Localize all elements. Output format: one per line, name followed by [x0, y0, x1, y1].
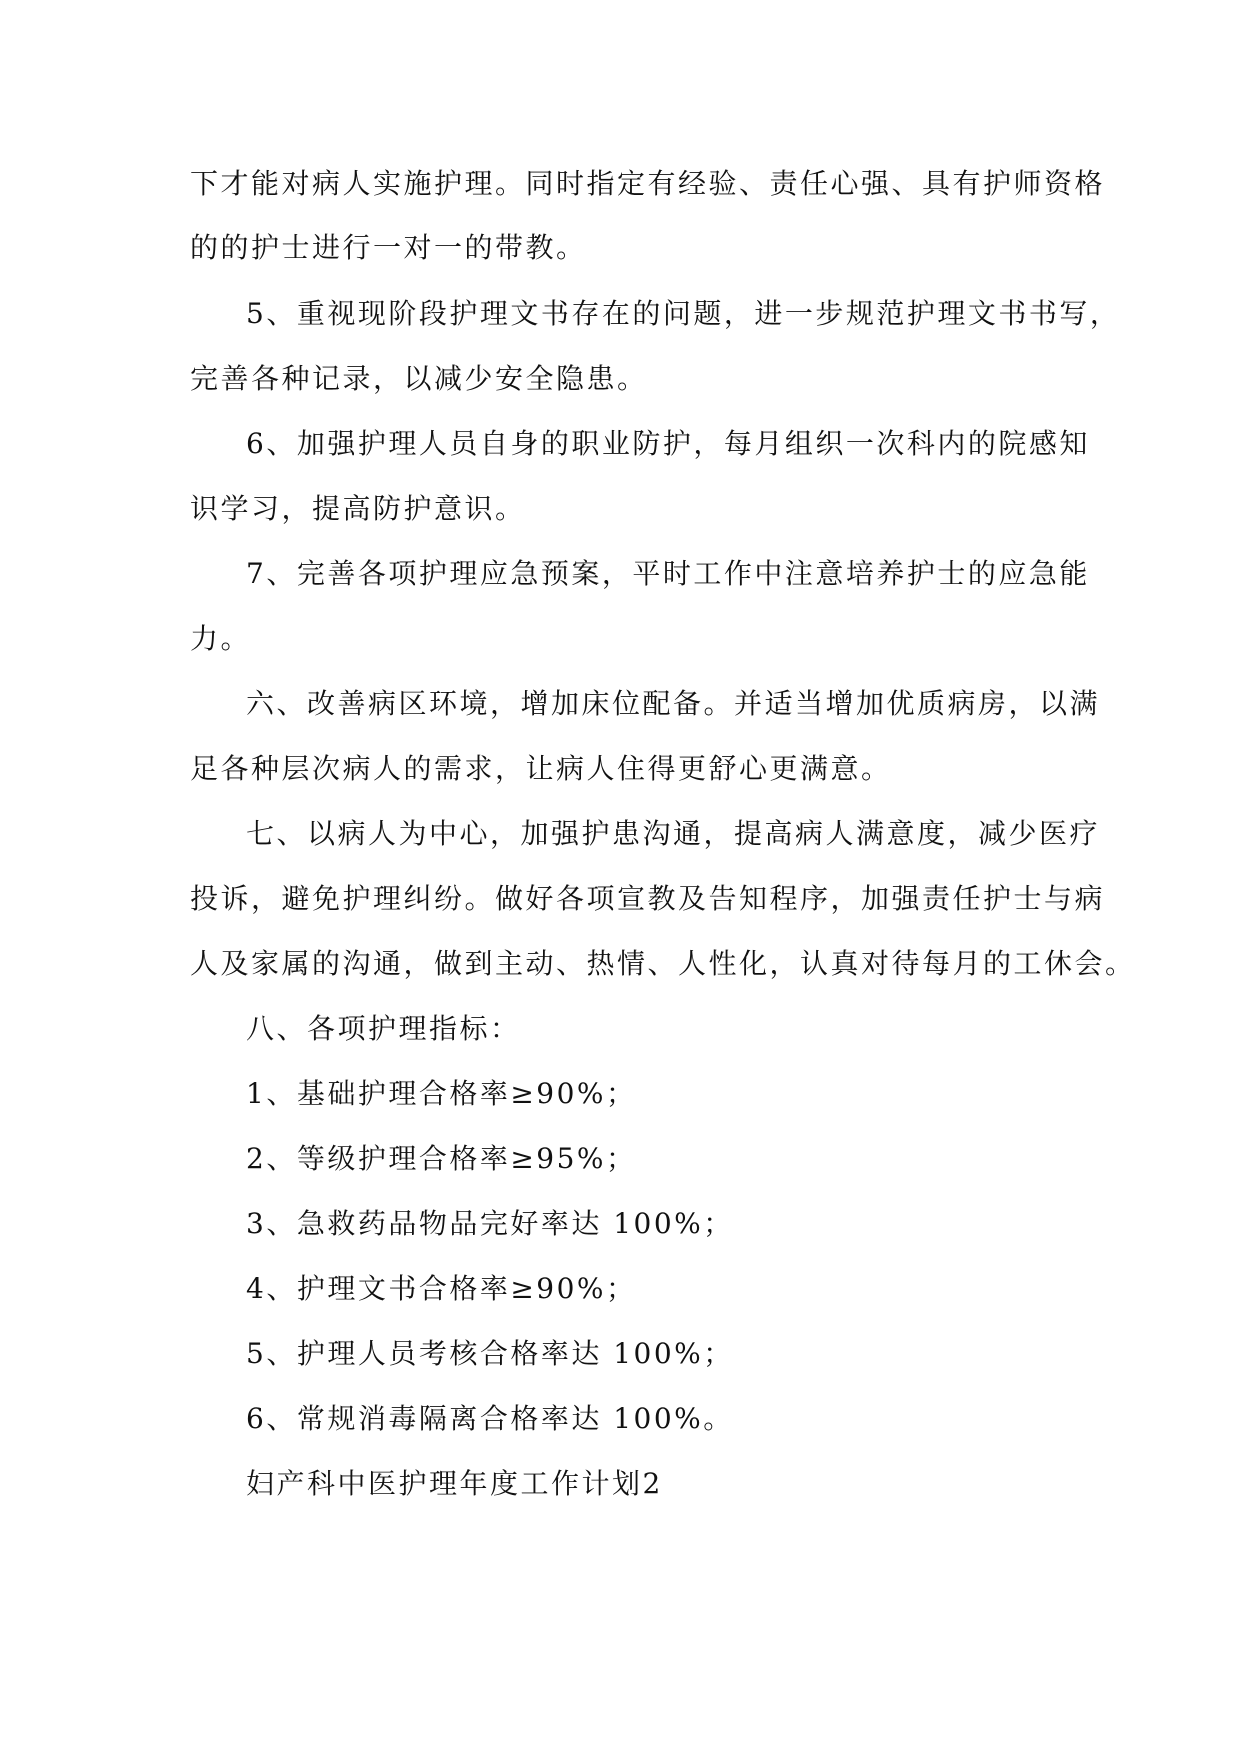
- paragraph-line: 7、完善各项护理应急预案，平时工作中注意培养护士的应急能: [246, 557, 1090, 590]
- list-item: 5、护理人员考核合格率达 100%；: [246, 1337, 734, 1370]
- paragraph-line: 5、重视现阶段护理文书存在的问题，进一步规范护理文书书写，: [246, 297, 1121, 330]
- paragraph-line: 足各种层次病人的需求，让病人住得更舒心更满意。: [190, 752, 892, 785]
- paragraph-line: 6、加强护理人员自身的职业防护，每月组织一次科内的院感知: [246, 427, 1090, 460]
- paragraph-line: 完善各种记录，以减少安全隐患。: [190, 362, 648, 395]
- list-item: 3、急救药品物品完好率达 100%；: [246, 1207, 734, 1240]
- list-item: 2、等级护理合格率≥95%；: [246, 1142, 637, 1175]
- paragraph-line: 七、以病人为中心，加强护患沟通，提高病人满意度，减少医疗: [246, 817, 1101, 850]
- section-heading: 八、各项护理指标：: [246, 1012, 521, 1045]
- list-item: 6、常规消毒隔离合格率达 100%。: [246, 1402, 734, 1435]
- list-item: 4、护理文书合格率≥90%；: [246, 1272, 637, 1305]
- paragraph-line: 的的护士进行一对一的带教。: [190, 231, 587, 264]
- paragraph-line: 六、改善病区环境，增加床位配备。并适当增加优质病房，以满: [246, 687, 1101, 720]
- paragraph-line: 人及家属的沟通，做到主动、热情、人性化，认真对待每月的工休会。: [190, 947, 1136, 980]
- paragraph-line: 力。: [190, 622, 252, 655]
- paragraph-line: 识学习，提高防护意识。: [190, 492, 526, 525]
- paragraph-line: 投诉，避免护理纠纷。做好各项宣教及告知程序，加强责任护士与病: [190, 882, 1106, 915]
- list-item: 1、基础护理合格率≥90%；: [246, 1077, 637, 1110]
- paragraph-line: 下才能对病人实施护理。同时指定有经验、责任心强、具有护师资格: [190, 167, 1106, 200]
- document-title: 妇产科中医护理年度工作计划2: [246, 1467, 663, 1500]
